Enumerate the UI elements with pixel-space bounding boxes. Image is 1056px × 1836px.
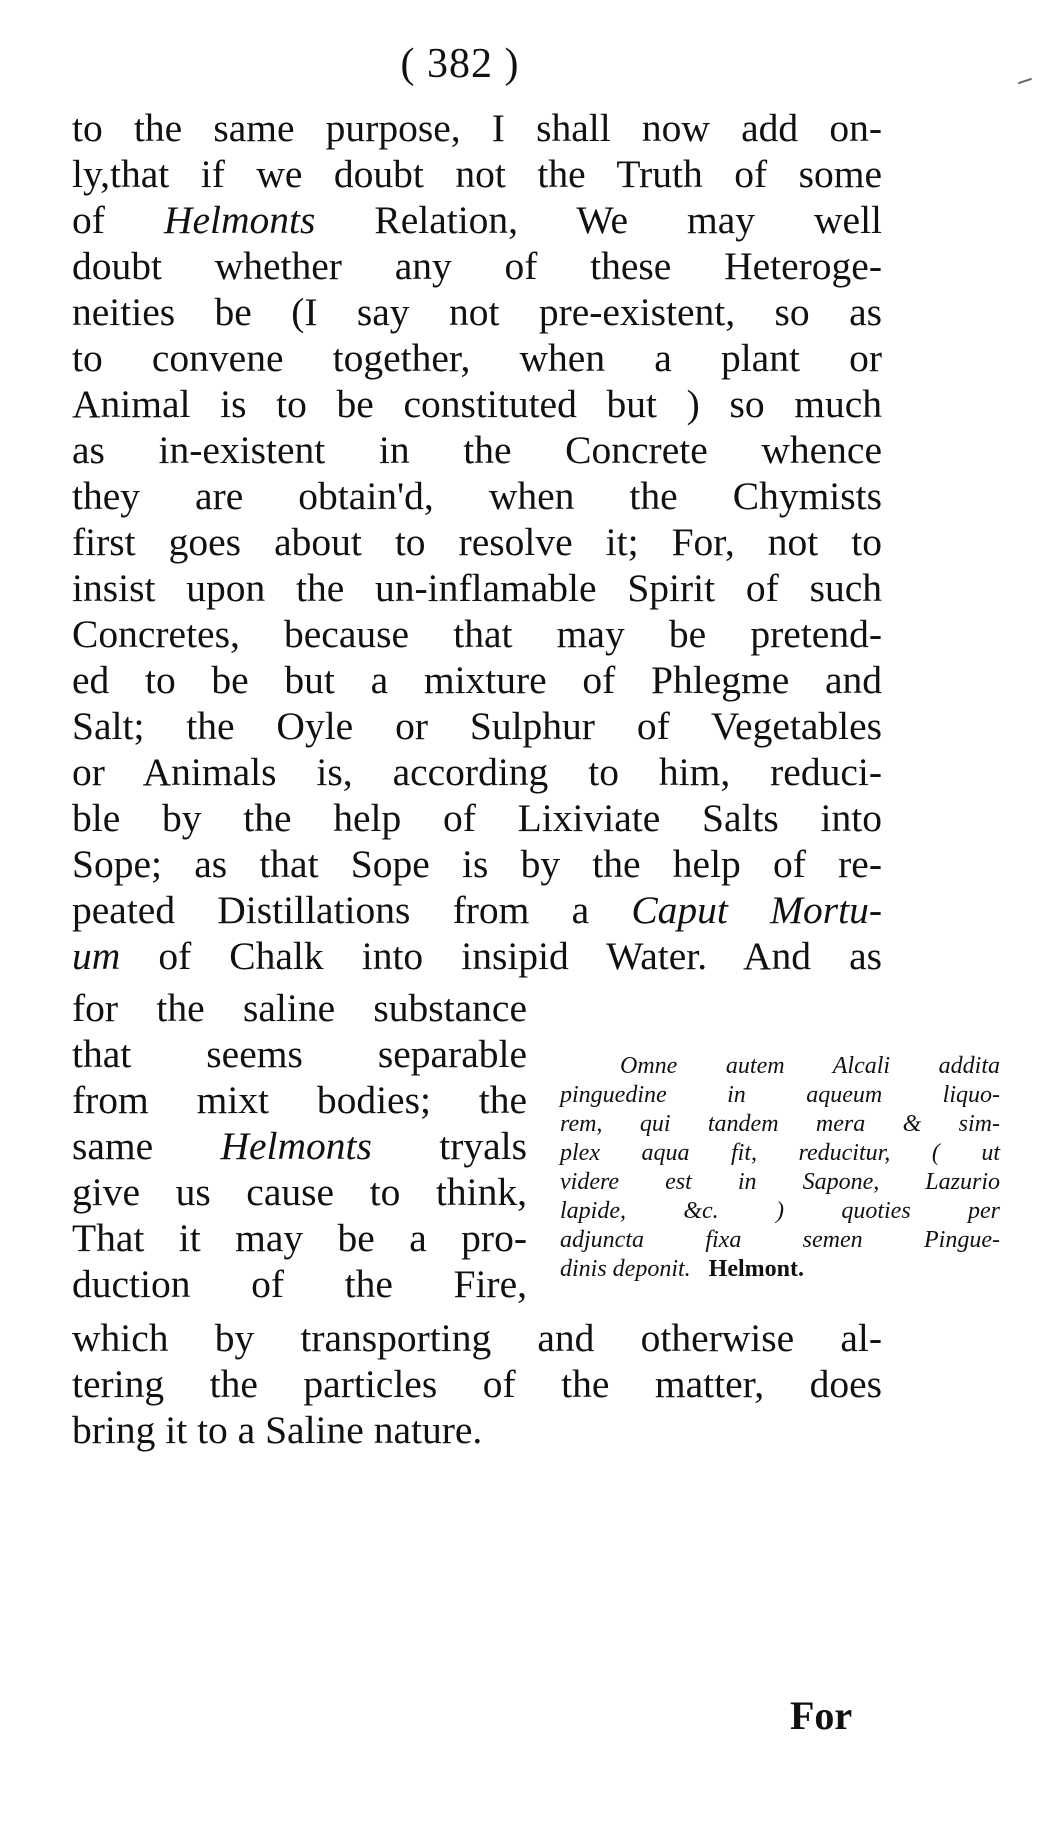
text-line: that seems separable [72, 1032, 527, 1076]
text-line: give us cause to think, [72, 1170, 527, 1214]
italic-phrase: Caput Mortu- [631, 888, 882, 932]
italic-phrase: um [72, 934, 121, 978]
text-line: duction of the Fire, [72, 1262, 527, 1306]
text-line [72, 197, 882, 243]
text-line: tering the particles of the matter, does [72, 1362, 882, 1406]
note-line: rem, qui tandem mera & sim- [560, 1111, 1000, 1137]
text-fragment: peated Distillations from a [72, 888, 590, 932]
text-line: neities be (I say not pre-existent, so as [72, 290, 882, 334]
note-line: pinguedine in aqueum liquo- [560, 1082, 1000, 1108]
text-fragment: same [72, 1124, 154, 1168]
text-line: Concretes, because that may be pretend- [72, 612, 882, 656]
text-line: doubt whether any of these Heteroge- [72, 244, 882, 288]
italic-name: Helmonts [163, 198, 316, 242]
text-line: to convene together, when a plant or [72, 336, 882, 380]
text-fragment: of [72, 198, 105, 242]
text-line: ed to be but a mixture of Phlegme and [72, 658, 882, 702]
note-attribution: Helmont. [708, 1256, 804, 1282]
text-line: which by transporting and otherwise al- [72, 1316, 882, 1360]
note-fragment: dinis deponit. [560, 1256, 691, 1282]
note-line: plex aqua fit, reducitur, ( ut [560, 1140, 1000, 1166]
text-line: from mixt bodies; the [72, 1078, 527, 1122]
note-line: lapide, &c. ) quoties per [560, 1198, 1000, 1224]
text-line [72, 1123, 527, 1169]
text-line [72, 887, 882, 933]
text-fragment: of Chalk into insipid Water. And as [158, 934, 882, 978]
page-number: ( 382 ) [400, 41, 520, 87]
italic-name: Helmonts [220, 1124, 372, 1168]
text-line: bring it to a Saline nature. [72, 1408, 483, 1452]
text-line: ly,that if we doubt not the Truth of some [72, 152, 882, 196]
text-line: they are obtain'd, when the Chymists [72, 474, 882, 518]
text-fragment: Relation, We may well [374, 198, 883, 242]
text-line: That it may be a pro- [72, 1216, 527, 1260]
note-line: videre est in Sapone, Lazurio [560, 1169, 1000, 1195]
note-line [560, 1255, 1000, 1284]
text-line: for the saline substance [72, 986, 527, 1030]
text-fragment: tryals [439, 1124, 527, 1168]
text-line: ble by the help of Lixiviate Salts into [72, 796, 882, 840]
text-line: or Animals is, according to him, reduci- [72, 750, 882, 794]
catchword: For [790, 1693, 853, 1738]
text-line: first goes about to resolve it; For, not to [72, 520, 882, 564]
text-line: as in-existent in the Concrete whence [72, 428, 882, 472]
note-line: adjuncta fixa semen Pingue- [560, 1227, 1000, 1253]
note-line: Omne autem Alcali addita [620, 1053, 1000, 1079]
text-line: Sope; as that Sope is by the help of re- [72, 842, 882, 886]
text-line: to the same purpose, I shall now add on- [72, 106, 882, 150]
text-line: insist upon the un-inflamable Spirit of such [72, 566, 882, 610]
edge-mark [1018, 78, 1032, 84]
text-line [72, 933, 882, 979]
text-line: Animal is to be constituted but ) so much [72, 382, 882, 426]
text-line: Salt; the Oyle or Sulphur of Vegetables [72, 704, 882, 748]
